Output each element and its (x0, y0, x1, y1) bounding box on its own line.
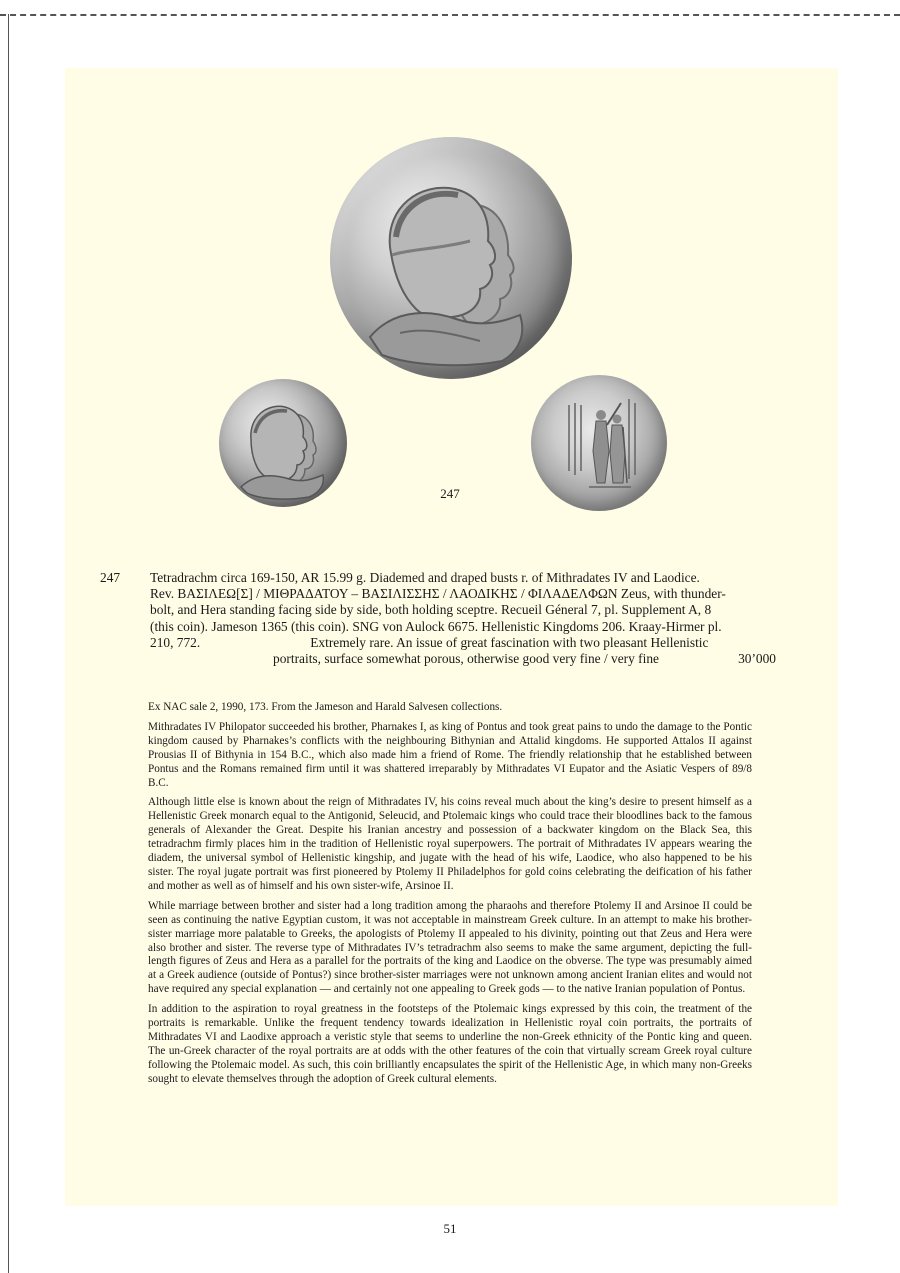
top-dashed-border (0, 14, 900, 36)
notes-paragraph: Mithradates IV Philopator succeeded his brother, Pharnakes I, as king of Pontus and took great pains to undo the damage to the Pontic kingdom caused by Pharnakes’s conflicts with the neighbouring Bithynian and Attalid kingdoms. He supported Attalos II against Prousias II of Bithynia in 154 B.C., which also made him a friend of Rome. The friendly relationship that he established between Pontus and the Romans remained firm until it was shattered irreparably by Mithradates VI Eupator and the Asiatic Vespers of 89/8 B.C. (148, 720, 752, 789)
notes-paragraph: Although little else is known about the reign of Mithradates IV, his coins reveal much about the king’s desire to present himself as a Hellenistic Greek monarch equal to the Antigonid, Seleucid, and Ptolemaic kings who could trace their bloodlines back to the famous generals of Alexander the Great. Despite his Iranian ancestry and possession of a backwater kingdom on the Black Sea, this tetradrachm firmly places him in the tradition of Hellenistic royal superpowers. The portrait of Mithradates IV appears wearing the diadem, the universal symbol of Hellenistic kingship, and jugate with the head of his wife, Laodice, who also happened to be his sister. The royal jugate portrait was first pioneered by Ptolemy II Philadelphos for gold coins celebrating the deification of his father and mother as well as of himself and his own sister-wife, Arsinoe II. (148, 796, 752, 892)
lot-rarity-row (150, 651, 776, 667)
lot-line: Tetradrachm circa 169-150, AR 15.99 g. Diademed and draped busts r. of Mithradates IV and Laodice. (150, 570, 700, 585)
lot-rarity-line-2: portraits, surface somewhat porous, otherwise good very fine / very fine (273, 651, 659, 667)
lot-line: Rev. ΒΑΣΙΛΕΩ[Σ] / ΜΙΘΡΑΔΑΤΟΥ – ΒΑΣΙΛΙΣΣΗΣ / ΛΑΟΔΙΚΗΣ / ΦΙΛΑΔΕΛΦΩΝ Zeus, with thunder- (150, 586, 726, 602)
notes-paragraph: In addition to the aspiration to royal greatness in the footsteps of the Ptolemaic kings expressed by this coin, the treatment of the portraits is remarkable. Unlike the frequent tendency towards idealization in Hellenistic royal coin portraits, the portraits of Mithradates VI and Laodixe approach a veristic style that seems to underline the non-Greek ethnicity of the Pontic king and queen. The un-Greek character of the royal portraits are at odds with the other features of the coin that virtually scream Greek royal culture following the Ptolemaic model. As such, this coin brilliantly encapsulates the spirit of the Hellenistic Age, in which many non-Greeks sought to elevate themselves through the adoption of Greek cultural elements. (148, 1003, 752, 1085)
provenance-note: Ex NAC sale 2, 1990, 173. From the Jameson and Harald Salvesen collections. (148, 701, 503, 713)
lot-line: bolt, and Hera standing facing side by side, both holding sceptre. Recueil Géneral 7, pl. Supplement A, 8 (150, 602, 712, 618)
lot-last-reference: 210, 772. (150, 634, 201, 650)
left-margin-rule (8, 14, 9, 1273)
lot-number: 247 (100, 570, 121, 585)
notes-paragraph: While marriage between brother and sister had a long tradition among the pharaohs and therefore Ptolemy II and Arsinoe II could be seen as continuing the native Egyptian custom, it was not acceptable in mainstream Greek culture. In an attempt to make his brother-sister marriage more palatable to Greeks, the apologists of Ptolemy II appealed to his divinity, pointing out that Zeus and Hera were also brother and sister. The reverse type of Mithradates IV’s tetradrachm also seems to make the same argument, depicting the full-length figures of Zeus and Hera as a parallel for the portraits of the king and Laodice on the obverse. The type was presumably aimed at a Greek audience (outside of Pontus?) since brother-sister marriages were not unknown among ancient Iranian elites and would not have required any special explanation — and certainly not one appealing to Greek gods — to the native Iranian population of Pontus. (148, 899, 752, 996)
figure-lot-caption: 247 (440, 486, 460, 501)
lot-text (150, 570, 776, 667)
lot-tail-line (150, 635, 776, 651)
lot-rarity-line-1: Extremely rare. An issue of great fascination with two pleasant Hellenistic (310, 634, 709, 650)
lot-line: (this coin). Jameson 1365 (this coin). SNG von Aulock 6675. Hellenistic Kingdoms 206. Kraay-Hirmer pl. (150, 618, 722, 634)
lot-estimate: 30’000 (738, 651, 776, 667)
lot-notes (148, 701, 752, 1093)
coin-obverse-large-image (330, 137, 572, 379)
page-number: 51 (443, 1221, 457, 1236)
